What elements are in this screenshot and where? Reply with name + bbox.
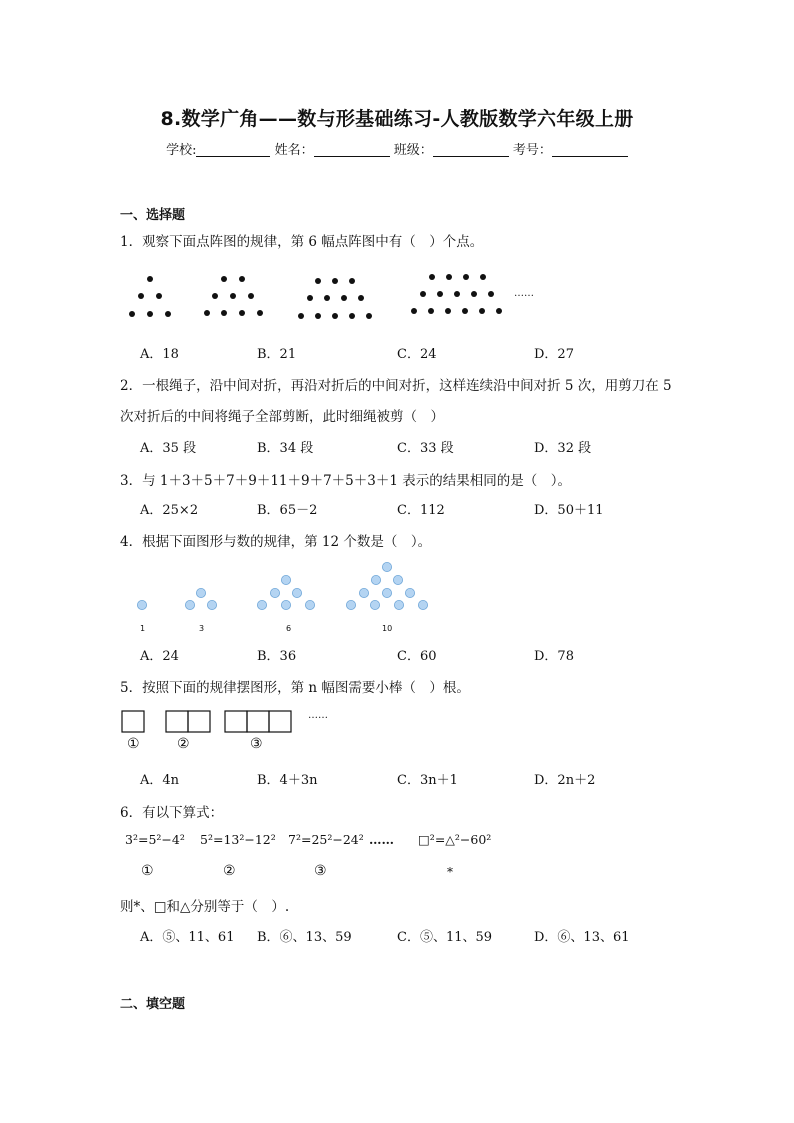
q1-option-b[interactable]: B．21	[257, 347, 297, 362]
question-6-prompt: 则*、□和△分别等于（ ）.	[120, 899, 290, 915]
q5-option-b[interactable]: B．4＋3n	[257, 773, 318, 788]
question-5-text: 5．按照下面的规律摆图形，第 n 幅图需要小棒（ ）根。	[120, 680, 470, 696]
q3-option-d[interactable]: D．50＋11	[534, 503, 604, 518]
q3-option-b[interactable]: B．65－2	[257, 503, 318, 518]
stick-figure-3	[225, 711, 291, 732]
q2-option-d[interactable]: D．32 段	[534, 441, 592, 456]
section-heading-1: 一、选择题	[120, 208, 186, 223]
q5-option-c[interactable]: C．3n＋1	[397, 773, 458, 788]
section-heading-2: 二、填空题	[120, 997, 186, 1012]
q6-label-2: ②	[223, 863, 236, 879]
q2-option-c[interactable]: C．33 段	[397, 441, 454, 456]
class-label: 班级：	[393, 143, 433, 158]
name-label: 姓名：	[274, 143, 314, 158]
q6-equation-1: 3²=5²−4²	[125, 832, 185, 847]
page-title: 8.数学广角——数与形基础练习-人教版数学六年级上册	[160, 108, 634, 130]
q5-option-d[interactable]: D．2n＋2	[534, 773, 596, 788]
stick-figure-1	[122, 711, 144, 732]
q1-option-a[interactable]: A．18	[140, 347, 179, 362]
q1-option-d[interactable]: D．27	[534, 347, 574, 362]
q5-option-a[interactable]: A．4n	[140, 773, 180, 788]
q6-equation-2: 5²=13²−12²	[200, 832, 276, 847]
q6-ellipsis: ……	[369, 832, 394, 847]
q5-ellipsis: ……	[308, 710, 328, 721]
q6-equation-4: □²=△²−60²	[418, 832, 492, 847]
q6-equation-3: 7²=25²−24²	[288, 832, 364, 847]
q4-label-2: 3	[199, 624, 205, 633]
q4-label-4: 10	[382, 624, 393, 633]
q4-option-a[interactable]: A．24	[140, 649, 179, 664]
q6-option-c[interactable]: C．⑤、11、59	[397, 930, 493, 945]
school-label: 学校:	[166, 143, 197, 158]
q2-option-a[interactable]: A．35 段	[140, 441, 197, 456]
q4-option-c[interactable]: C．60	[397, 649, 437, 664]
q5-label-3: ③	[250, 736, 263, 752]
question-6-text: 6．有以下算式：	[120, 805, 224, 821]
q6-label-1: ①	[141, 863, 154, 879]
id-label: 考号：	[512, 143, 552, 158]
q4-label-3: 6	[286, 624, 292, 633]
q4-label-1: 1	[140, 624, 146, 633]
q3-option-c[interactable]: C．112	[397, 503, 445, 518]
question-4-text: 4．根据下面图形与数的规律，第 12 个数是（ ）。	[120, 534, 432, 550]
q4-option-b[interactable]: B．36	[257, 649, 297, 664]
q2-option-b[interactable]: B．34 段	[257, 441, 314, 456]
q6-option-a[interactable]: A．⑤、11、61	[140, 930, 235, 945]
q5-label-2: ②	[177, 736, 190, 752]
q5-label-1: ①	[127, 736, 140, 752]
q4-option-d[interactable]: D．78	[534, 649, 574, 664]
question-1-text: 1．观察下面点阵图的规律，第 6 幅点阵图中有（ ）个点。	[120, 234, 484, 250]
question-2-line-2: 次对折后的中间将绳子全部剪断，此时细绳被剪（ ）	[120, 409, 444, 425]
q1-ellipsis: ……	[514, 288, 534, 299]
q3-option-a[interactable]: A．25×2	[140, 503, 199, 518]
q6-label-3: ③	[314, 863, 327, 879]
q6-option-d[interactable]: D．⑥、13、61	[534, 930, 630, 945]
question-3-text: 3．与 1＋3＋5＋7＋9＋11＋9＋7＋5＋3＋1 表示的结果相同的是（ ）。	[120, 473, 571, 489]
stick-figure-2	[166, 711, 210, 732]
q1-option-c[interactable]: C．24	[397, 347, 437, 362]
q6-option-b[interactable]: B．⑥、13、59	[257, 930, 352, 945]
q6-label-4: *	[447, 865, 453, 879]
question-2-line-1: 2．一根绳子，沿中间对折，再沿对折后的中间对折，这样连续沿中间对折 5 次，用剪刀在 5	[120, 378, 672, 394]
